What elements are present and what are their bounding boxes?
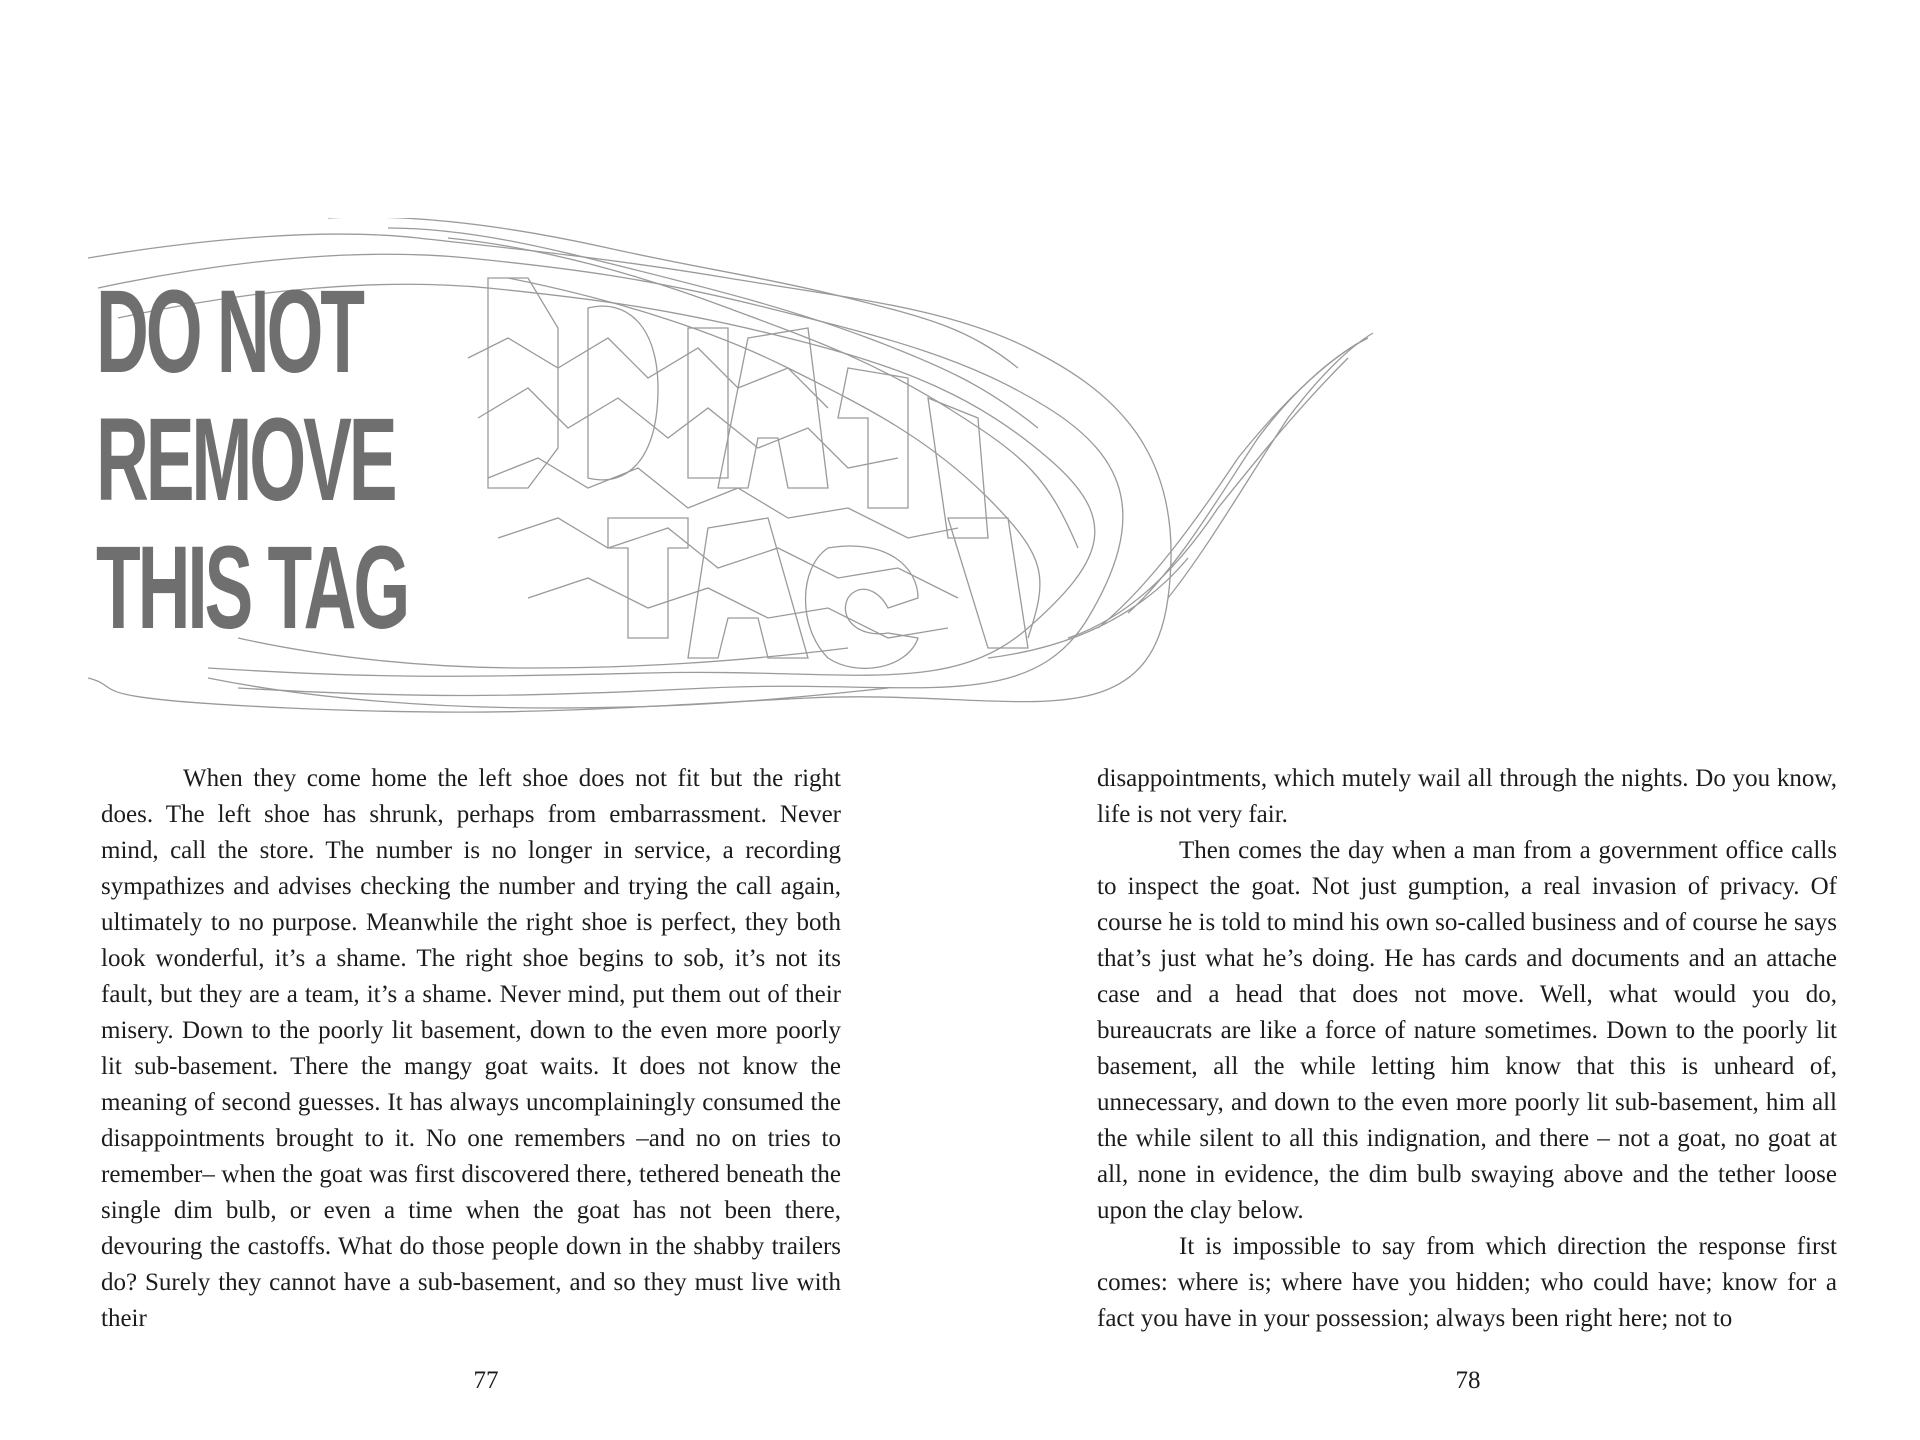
- paragraph: disappointments, which mutely wail all through the nights. Do you know, life is not very fair.: [1097, 765, 1837, 828]
- chapter-title: [96, 268, 556, 652]
- paragraph: When they come home the left shoe does not fit but the right does. The left shoe has shrunk, perhaps from embarrassment. Never mind, call the store. The number is no longer in service, a recording sympathizes and advises checking the number and trying the call again, ultimately to no purpose. Meanwhile the right shoe is perfect, they both look wonderful, it’s a shame. The right shoe begins to sob, it’s not its fault, but they are a team, it’s a shame. Never mind, put them out of their misery. Down to the poorly lit basement, down to the even more poorly lit sub-basement. There the mangy goat waits. It does not know the meaning of second guesses. It has always uncomplainingly consumed the disappointments brought to it. No one remembers –and no on tries to remember– when the goat was first discovered there, tethered beneath the single dim bulb, or even a time when the goat has not been there, devouring the castoffs. What do those people down in the shabby trailers do? Surely they cannot have a sub-basement, and so they must live with their: [101, 765, 841, 1332]
- left-page-text: [101, 761, 841, 1337]
- title-line-3: THIS TAG: [96, 522, 408, 654]
- title-line-1: DO NOT: [96, 266, 362, 398]
- page-number-right: 78: [1455, 1367, 1481, 1394]
- page-number-left: 77: [473, 1367, 499, 1394]
- paragraph: Then comes the day when a man from a government office calls to inspect the goat. Not just gumption, a real invasion of privacy. Of course he is told to mind his own so-called business and of course he says that’s just what he’s doing. He has cards and documents and an attache case and a head that does not move. Well, what would you do, bureaucrats are like a force of nature sometimes. Down to the poorly lit basement, all the while letting him know that this is unheard of, unnecessary, and down to the even more poorly lit sub-basement, him all the while silent to all this indignation, and there – not a goat, no goat at all, none in evidence, the dim bulb swaying above and the tether loose upon the clay below.: [1097, 837, 1837, 1224]
- title-line-2: REMOVE: [96, 394, 395, 526]
- paragraph: It is impossible to say from which direction the response first comes: where is; where have you hidden; who could have; know for a fact you have in your possession; always been right here; not to: [1097, 1233, 1837, 1332]
- right-page-text: [1097, 761, 1837, 1337]
